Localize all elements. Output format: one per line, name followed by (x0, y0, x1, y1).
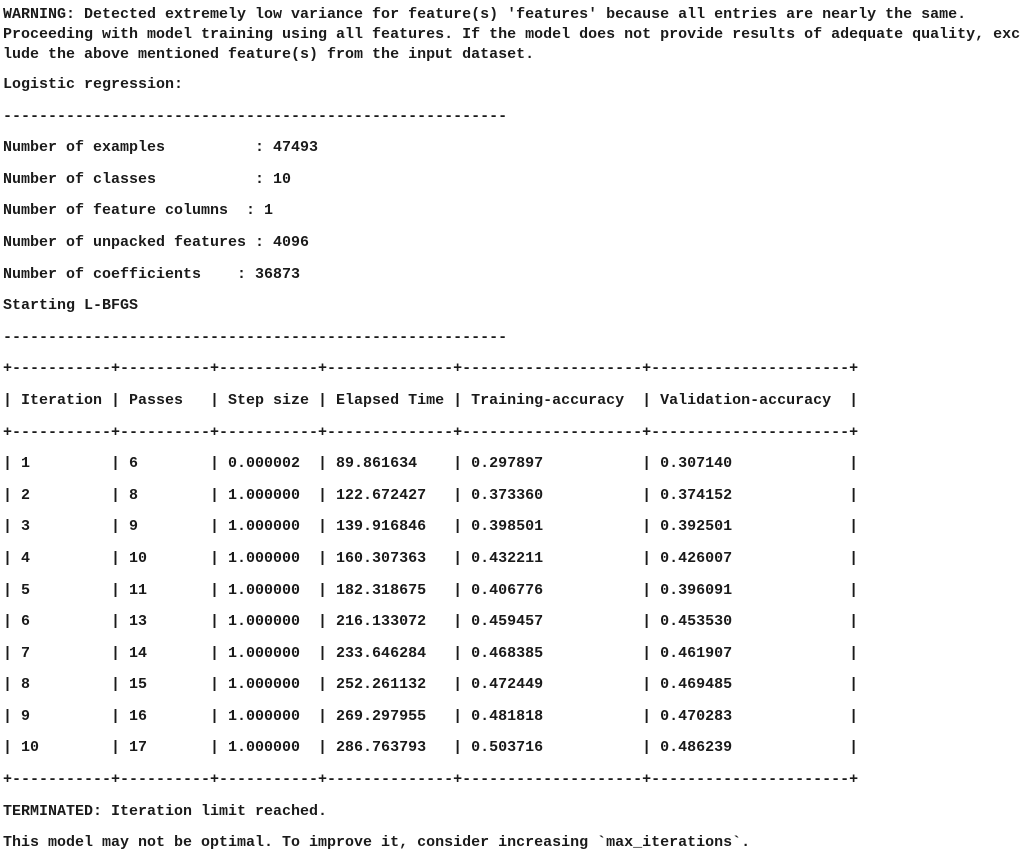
model-stats (3, 138, 1024, 284)
progress-table (3, 359, 1024, 790)
table-top-border: +-----------+----------+-----------+--------------+--------------------+----------------------+ (3, 360, 859, 378)
warning-line: lude the above mentioned feature(s) from the input dataset. (3, 46, 535, 63)
table-row: | 10 | 17 | 1.000000 | 286.763793 | 0.503716 | 0.486239 | (3, 739, 859, 757)
separator-line: -------------------------------------------------------- (3, 328, 508, 346)
stat-line: Number of examples : 47493 (3, 139, 319, 157)
table-row: | 9 | 16 | 1.000000 | 269.297955 | 0.481818 | 0.470283 | (3, 707, 859, 725)
warning-line: WARNING: Detected extremely low variance for feature(s) 'features' because all entries are nearly the same. (3, 6, 967, 23)
table-bottom-border: +-----------+----------+-----------+--------------+--------------------+----------------------+ (3, 771, 859, 789)
model-title: Logistic regression: (3, 76, 184, 93)
table-row: | 7 | 14 | 1.000000 | 233.646284 | 0.468385 | 0.461907 | (3, 644, 859, 662)
table-mid-border: +-----------+----------+-----------+--------------+--------------------+----------------------+ (3, 423, 859, 441)
solver-status: Starting L-BFGS (3, 297, 139, 315)
low-variance-warning (3, 5, 1024, 65)
table-row: | 6 | 13 | 1.000000 | 216.133072 | 0.459457 | 0.453530 | (3, 613, 859, 631)
table-row: | 8 | 15 | 1.000000 | 252.261132 | 0.472449 | 0.469485 | (3, 676, 859, 694)
table-header-row: | Iteration | Passes | Step size | Elapsed Time | Training-accuracy | Validation-accuracy | (3, 391, 859, 409)
stat-line: Number of unpacked features : 4096 (3, 233, 310, 251)
warning-line: Proceeding with model training using all features. If the model does not provide results of adequate quality, exc (3, 26, 1021, 43)
stat-line: Number of coefficients : 36873 (3, 265, 301, 283)
termination-message: TERMINATED: Iteration limit reached. (3, 802, 328, 820)
table-row: | 1 | 6 | 0.000002 | 89.861634 | 0.297897 | 0.307140 | (3, 455, 859, 473)
table-row: | 3 | 9 | 1.000000 | 139.916846 | 0.398501 | 0.392501 | (3, 518, 859, 536)
table-row: | 5 | 11 | 1.000000 | 182.318675 | 0.406776 | 0.396091 | (3, 581, 859, 599)
table-row: | 4 | 10 | 1.000000 | 160.307363 | 0.432211 | 0.426007 | (3, 549, 859, 567)
table-row: | 2 | 8 | 1.000000 | 122.672427 | 0.373360 | 0.374152 | (3, 486, 859, 504)
advice-message: This model may not be optimal. To improve it, consider increasing `max_iterations`. (3, 834, 751, 852)
stat-line: Number of feature columns : 1 (3, 202, 274, 220)
separator-line: -------------------------------------------------------- (3, 107, 508, 125)
stat-line: Number of classes : 10 (3, 170, 292, 188)
